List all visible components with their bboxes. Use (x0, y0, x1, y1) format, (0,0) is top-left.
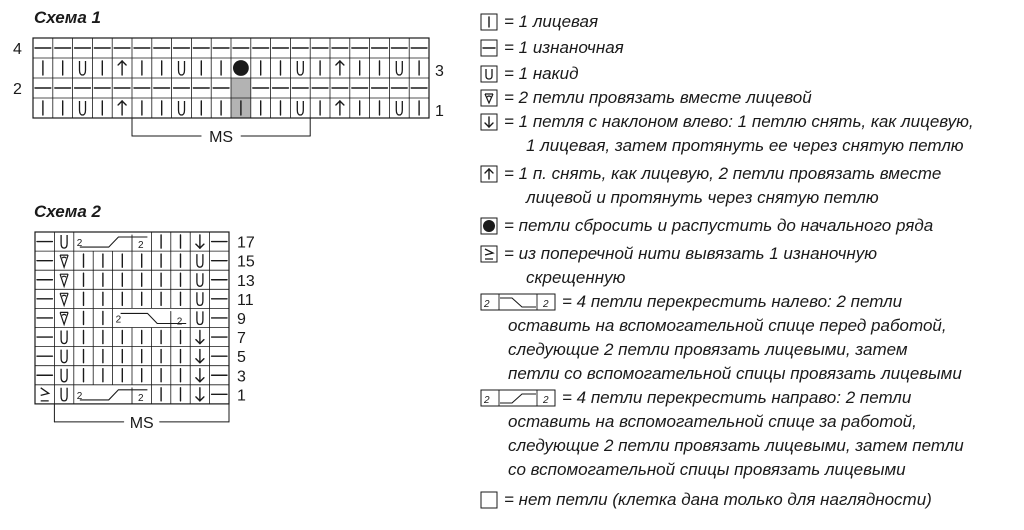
stitch-symbol (41, 388, 49, 401)
row-number: 13 (237, 272, 255, 290)
scheme2-chart (0, 0, 300, 460)
ssk-icon (480, 113, 500, 131)
cable-count: 2 (115, 314, 122, 326)
row-number: 1 (237, 387, 246, 405)
stitch-symbol (196, 388, 204, 401)
cable-count: 2 (484, 299, 490, 310)
legend-text: лицевой и протянуть через снятую петлю (526, 188, 879, 207)
legend-text: = из поперечной нити вывязать 1 изнаночную (504, 244, 878, 263)
icon-frame (481, 492, 497, 508)
stitch-symbol (196, 235, 204, 248)
legend-text: скрещенную (526, 268, 626, 287)
legend-text: = петли сбросить и распустить до начального ряда (504, 216, 934, 235)
legend-text: = 1 п. снять, как лицевую, 2 петли провязать вместе (504, 164, 942, 183)
legend-item-purl (480, 36, 624, 60)
scheme1-title: Схема 1 (34, 8, 101, 27)
legend-text: оставить на вспомогательной спице перед работой, (508, 316, 947, 335)
make-one-purl-icon (480, 245, 500, 263)
stitch-symbol (197, 254, 203, 267)
stitch-symbol (197, 273, 203, 286)
legend-text: = 1 лицевая (504, 12, 599, 31)
legend-item-sk2p (480, 162, 941, 210)
k2tog-icon (480, 89, 500, 107)
cable-count: 2 (76, 390, 83, 402)
cable-count: 2 (543, 299, 549, 310)
legend-item-no-stitch (480, 488, 932, 512)
row-number: 3 (435, 63, 444, 80)
legend-text: = 2 петли провязать вместе лицевой (504, 88, 812, 107)
stitch-symbol (336, 101, 344, 115)
stitch-symbol (60, 255, 68, 267)
knit-icon (480, 13, 500, 31)
legend-item-yarnover (480, 62, 579, 86)
legend-text: = 4 петли перекрестить налево: 2 петли (562, 292, 903, 311)
stitch-symbol (61, 369, 67, 382)
stitch-symbol (60, 293, 68, 305)
row-number: 11 (237, 291, 254, 309)
legend-item-cable-right-cont (508, 410, 964, 482)
yarnover-icon (480, 65, 500, 83)
stitch-symbol (61, 388, 67, 401)
legend-item-knit (480, 10, 598, 34)
legend-text: со вспомогательной спицы провязать лицевыми (508, 460, 906, 479)
cable-left-symbol (77, 388, 148, 404)
row-number: 17 (237, 234, 255, 252)
legend-text: следующие 2 петли провязать лицевыми, затем петли (508, 436, 964, 455)
cable-left-icon (480, 293, 558, 311)
row-number: 3 (237, 368, 246, 386)
stitch-symbol (61, 331, 67, 344)
legend-text: = 1 петля с наклоном влево: 1 петлю снять, как лицевую, (504, 112, 974, 131)
row-number: 15 (237, 253, 255, 271)
purl-icon (480, 39, 500, 57)
ms-label: MS (209, 129, 234, 146)
legend-text: = 1 накид (504, 64, 579, 83)
stitch-symbol (196, 350, 204, 363)
legend-text: = 1 изнаночная (504, 38, 624, 57)
stitch-symbol (60, 274, 68, 286)
cable-right-icon (480, 389, 558, 407)
legend-text: = 4 петли перекрестить направо: 2 петли (562, 388, 912, 407)
scheme2-title: Схема 2 (34, 202, 101, 221)
legend-text: = нет петли (клетка дана только для наглядности) (504, 490, 932, 509)
legend-item-cable-left-cont (508, 314, 962, 386)
row-number: 4 (13, 41, 22, 58)
drop-stitch-icon (480, 217, 500, 235)
stitch-symbol (396, 61, 402, 75)
cable-left-symbol (77, 235, 148, 251)
row-number: 1 (435, 103, 444, 120)
row-number: 7 (237, 330, 246, 348)
cable-count: 2 (138, 240, 144, 252)
stitch-symbol (197, 311, 203, 324)
row-number: 5 (237, 349, 246, 367)
legend-text: оставить на вспомогательной спице за работой, (508, 412, 917, 431)
cable-count: 2 (176, 316, 183, 328)
sk2p-icon (480, 165, 500, 183)
cable-count: 2 (484, 395, 490, 406)
stitch-symbol (197, 292, 203, 305)
legend-item-cable-right (480, 386, 911, 410)
legend-text: петли со вспомогательной спицы провязать лицевыми (508, 364, 962, 383)
legend-item-drop (480, 214, 933, 238)
stitch-symbol (61, 350, 67, 363)
legend-item-m1p (480, 242, 877, 290)
row-number: 9 (237, 310, 246, 328)
legend-text: следующие 2 петли провязать лицевыми, затем (508, 340, 908, 359)
stitch-symbol (60, 312, 68, 324)
legend-item-k2tog (480, 86, 812, 110)
ms-label: MS (129, 414, 154, 432)
stitch-symbol (336, 61, 344, 75)
stitch-symbol (61, 235, 67, 248)
no-stitch-icon (480, 491, 500, 509)
legend-item-ssk (480, 110, 974, 158)
stitch-symbol (396, 101, 402, 115)
legend-item-cable-left (480, 290, 902, 314)
legend-text: 1 лицевая, затем протянуть ее через снятую петлю (526, 136, 964, 155)
cable-count: 2 (138, 392, 144, 404)
cable-count: 2 (76, 238, 83, 250)
stitch-symbol (196, 331, 204, 344)
cable-count: 2 (543, 395, 549, 406)
row-number: 2 (13, 81, 22, 98)
stitch-symbol (196, 369, 204, 382)
cable-right-symbol (116, 311, 187, 327)
